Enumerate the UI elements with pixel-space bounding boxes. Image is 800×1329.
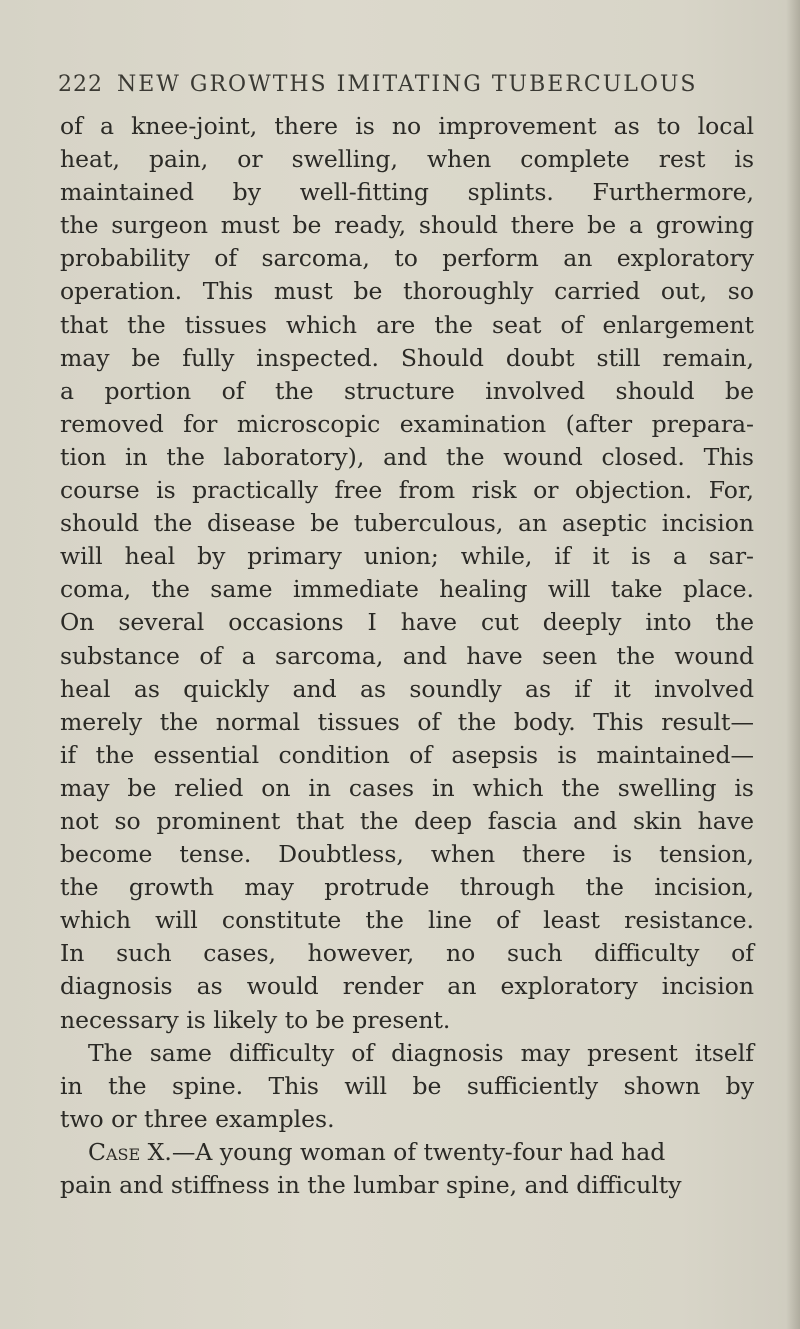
running-title: NEW GROWTHS IMITATING TUBERCULOUS (117, 72, 698, 97)
page-number: 222 (58, 72, 103, 97)
text-line: course is practically free from risk or objection. For, (60, 476, 754, 505)
text-line: The same difficulty of diagnosis may present itself (88, 1038, 754, 1067)
text-line: should the disease be tuberculous, an aseptic incision (60, 509, 754, 538)
page-edge-shadow (786, 0, 800, 1329)
text-line: may be fully inspected. Should doubt still remain, (60, 343, 754, 372)
text-line: heal as quickly and as soundly as if it involved (60, 674, 754, 703)
text-line: necessary is likely to be present. (60, 1005, 451, 1034)
text-line: operation. This must be thoroughly carried out, so (60, 277, 754, 306)
text-line: On several occasions I have cut deeply into the (60, 608, 754, 637)
text-line: heat, pain, or swelling, when complete rest is (60, 145, 754, 174)
text-line-case (60, 1136, 754, 1169)
text-line: substance of a sarcoma, and have seen the wound (60, 641, 754, 670)
text-line: of a knee-joint, there is no improvement as to local (60, 112, 754, 140)
text-line: become tense. Doubtless, when there is tension, (60, 840, 754, 869)
case-label: Case X. (88, 1137, 172, 1166)
text-line: which will constitute the line of least resistance. (60, 906, 754, 935)
text-line: may be relied on in cases in which the swelling is (60, 773, 754, 802)
case-text: —A young woman of twenty-four had had (171, 1137, 666, 1166)
text-line: coma, the same immediate healing will take place. (60, 575, 754, 604)
text-line: a portion of the structure involved should be (60, 376, 754, 405)
text-line: not so prominent that the deep fascia and skin have (60, 806, 754, 835)
running-header (58, 72, 698, 97)
text-line: two or three examples. (60, 1104, 335, 1133)
text-line: if the essential condition of asepsis is maintained— (60, 740, 754, 769)
text-line: In such cases, however, no such difficulty of (60, 939, 754, 968)
text-line: pain and stiffness in the lumbar spine, and difficulty (60, 1171, 682, 1199)
body-text (60, 110, 754, 1202)
text-line: tion in the laboratory), and the wound closed. This (60, 442, 754, 471)
text-line: the surgeon must be ready, should there be a growing (60, 211, 754, 240)
text-line: diagnosis as would render an exploratory incision (60, 972, 754, 1001)
text-line: that the tissues which are the seat of enlargement (60, 310, 754, 339)
text-line: removed for microscopic examination (after prepara- (60, 409, 754, 438)
text-line: will heal by primary union; while, if it is a sar- (60, 542, 754, 571)
text-line: probability of sarcoma, to perform an exploratory (60, 244, 754, 273)
text-line: in the spine. This will be sufficiently shown by (60, 1071, 754, 1100)
text-line: maintained by well-fitting splints. Furthermore, (60, 178, 754, 207)
text-line: the growth may protrude through the incision, (60, 873, 754, 902)
text-line: merely the normal tissues of the body. This result— (60, 707, 754, 736)
